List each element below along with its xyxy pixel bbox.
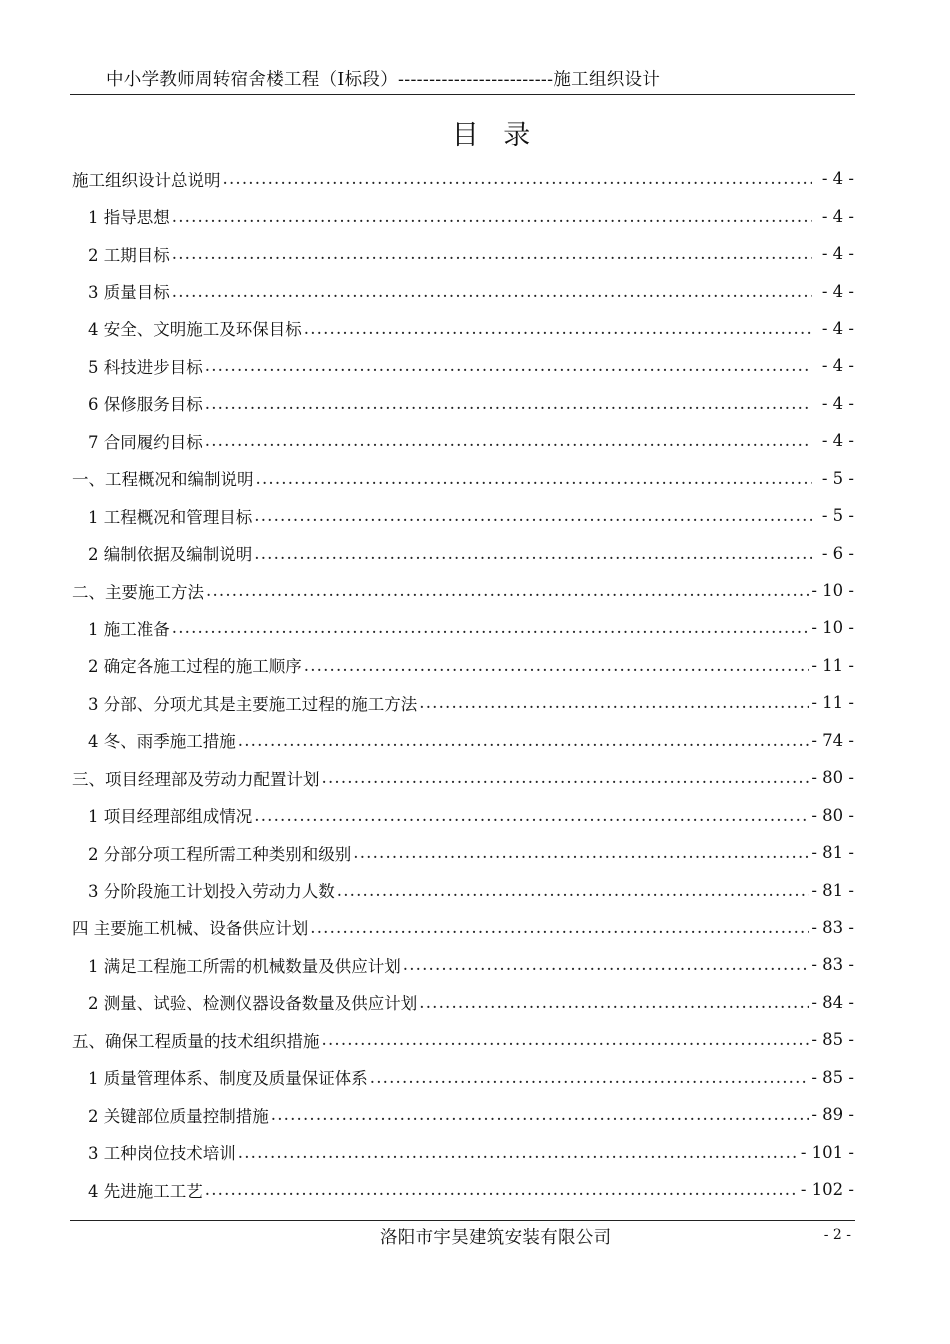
toc-dot-leader: [271, 1105, 810, 1124]
toc-dot-leader: [172, 282, 812, 301]
toc-entry-page-number: - 4 -: [821, 431, 854, 451]
toc-dot-leader: [223, 169, 813, 188]
toc-entry-label: 2 工期目标: [88, 245, 170, 265]
toc-entry-page-number: - 4 -: [821, 169, 854, 189]
toc-entry-page-number: - 80 -: [811, 805, 854, 825]
toc-entry[interactable]: [72, 1096, 854, 1133]
toc-entry[interactable]: [72, 385, 854, 422]
toc-entry[interactable]: [72, 272, 854, 309]
toc-entry-label: 2 编制依据及编制说明: [88, 545, 253, 565]
toc-dot-leader: [304, 656, 810, 675]
toc-dot-leader: [172, 207, 812, 226]
toc-entry-label: 2 分部分项工程所需工种类别和级别: [88, 844, 352, 864]
toc-entry-page-number: - 6 -: [821, 543, 854, 563]
toc-entry-page-number: - 4 -: [821, 356, 854, 376]
toc-dot-leader: [205, 394, 812, 413]
toc-entry[interactable]: [72, 1021, 854, 1058]
toc-dot-leader: [172, 618, 810, 637]
toc-entry-label: 1 项目经理部组成情况: [88, 807, 253, 827]
toc-dot-leader: [370, 1068, 810, 1087]
toc-entry[interactable]: [72, 609, 854, 646]
toc-entry[interactable]: [72, 1133, 854, 1170]
toc-dot-leader: [337, 881, 810, 900]
toc-entry[interactable]: [72, 497, 854, 534]
page-header: [70, 64, 855, 94]
toc-entry-label: 3 工种岗位技术培训: [88, 1144, 236, 1164]
toc-entry-page-number: - 101 -: [800, 1142, 854, 1162]
toc-entry-page-number: - 4 -: [821, 393, 854, 413]
toc-entry-label: 2 关键部位质量控制措施: [88, 1106, 269, 1126]
toc-entry[interactable]: [72, 572, 854, 609]
toc-entry-label: 1 满足工程施工所需的机械数量及供应计划: [88, 956, 401, 976]
toc-entry-page-number: - 83 -: [811, 917, 854, 937]
toc-entry-label: 4 安全、文明施工及环保目标: [88, 320, 302, 340]
toc-entry[interactable]: [72, 684, 854, 721]
toc-entry-label: 二、主要施工方法: [72, 582, 204, 602]
toc-dot-leader: [322, 1030, 810, 1049]
toc-entry-label: 2 测量、试验、检测仪器设备数量及供应计划: [88, 994, 418, 1014]
toc-entry[interactable]: [72, 796, 854, 833]
toc-entry[interactable]: [72, 310, 854, 347]
toc-entry-page-number: - 80 -: [811, 768, 854, 788]
toc-entry-page-number: - 83 -: [811, 955, 854, 975]
toc-dot-leader: [353, 843, 809, 862]
toc-entry-page-number: - 5 -: [821, 506, 854, 526]
toc-dot-leader: [238, 1143, 799, 1162]
toc-dot-leader: [322, 768, 810, 787]
toc-entry-page-number: - 74 -: [811, 730, 854, 750]
toc-dot-leader: [205, 431, 812, 450]
toc-entry-label: 3 质量目标: [88, 283, 170, 303]
toc-entry-label: 1 施工准备: [88, 619, 170, 639]
toc-entry-page-number: - 11 -: [811, 655, 854, 675]
toc-entry-label: 3 分部、分项尤其是主要施工过程的施工方法: [88, 694, 418, 714]
toc-entry-page-number: - 81 -: [811, 843, 854, 863]
toc-entry[interactable]: [72, 422, 854, 459]
toc-entry-label: 1 质量管理体系、制度及质量保证体系: [88, 1069, 368, 1089]
toc-entry[interactable]: [72, 871, 854, 908]
toc-dot-leader: [256, 469, 813, 488]
footer-page-number: - 2 -: [823, 1227, 851, 1243]
toc-entry-label: 3 分阶段施工计划投入劳动力人数: [88, 882, 335, 902]
toc-entry[interactable]: [72, 160, 854, 197]
toc-entry-label: 2 确定各施工过程的施工顺序: [88, 657, 302, 677]
toc-entry[interactable]: [72, 1171, 854, 1208]
toc-entry-page-number: - 85 -: [811, 1067, 854, 1087]
header-title: 中小学教师周转宿舍楼工程（Ⅰ标段）-------------------------施工组织设计: [106, 70, 661, 90]
footer-divider: [70, 1220, 855, 1221]
toc-entry-label: 7 合同履约目标: [88, 432, 203, 452]
toc-dot-leader: [403, 955, 810, 974]
toc-dot-leader: [304, 319, 812, 338]
toc-entry[interactable]: [72, 347, 854, 384]
toc-entry-page-number: - 10 -: [811, 618, 854, 638]
toc-dot-leader: [205, 356, 812, 375]
toc-entry[interactable]: [72, 946, 854, 983]
toc-entry[interactable]: [72, 722, 854, 759]
toc-entry-page-number: - 4 -: [821, 318, 854, 338]
toc-title: 目 录: [451, 120, 539, 151]
toc-entry-page-number: - 10 -: [811, 581, 854, 601]
toc-entry-page-number: - 4 -: [821, 244, 854, 264]
toc-entry-label: 三、项目经理部及劳动力配置计划: [72, 769, 320, 789]
toc-entry-page-number: - 11 -: [811, 693, 854, 713]
toc-entry-label: 五、确保工程质量的技术组织措施: [72, 1031, 320, 1051]
toc-entry-label: 一、工程概况和编制说明: [72, 470, 254, 490]
toc-entry-label: 施工组织设计总说明: [72, 170, 221, 190]
toc-entry[interactable]: [72, 534, 854, 571]
toc-dot-leader: [205, 1180, 799, 1199]
page-footer: [70, 1220, 855, 1250]
footer-company-name: 洛阳市宇昊建筑安装有限公司: [380, 1228, 612, 1248]
toc-entry[interactable]: [72, 909, 854, 946]
toc-entry-page-number: - 102 -: [800, 1180, 854, 1200]
toc-entry-page-number: - 89 -: [811, 1105, 854, 1125]
toc-entry[interactable]: [72, 1059, 854, 1096]
toc-dot-leader: [254, 506, 812, 525]
toc-entry-page-number: - 85 -: [811, 1030, 854, 1050]
toc-entry[interactable]: [72, 759, 854, 796]
toc-entry[interactable]: [72, 460, 854, 497]
toc-entry-label: 4 先进施工工艺: [88, 1181, 203, 1201]
toc-dot-leader: [206, 581, 809, 600]
toc-dot-leader: [419, 693, 809, 712]
toc-entry-page-number: - 5 -: [821, 468, 854, 488]
toc-dot-leader: [254, 544, 812, 563]
toc-entry-label: 1 指导思想: [88, 208, 170, 228]
toc-entry-label: 6 保修服务目标: [88, 395, 203, 415]
toc-entry-page-number: - 84 -: [811, 992, 854, 1012]
toc-entry[interactable]: [72, 647, 854, 684]
table-of-contents: [72, 160, 854, 1208]
toc-dot-leader: [254, 806, 809, 825]
toc-entry-label: 1 工程概况和管理目标: [88, 507, 253, 527]
toc-entry-label: 4 冬、雨季施工措施: [88, 732, 236, 752]
toc-dot-leader: [310, 918, 809, 937]
toc-entry-page-number: - 4 -: [821, 206, 854, 226]
toc-dot-leader: [419, 993, 809, 1012]
toc-entry[interactable]: [72, 235, 854, 272]
toc-entry-page-number: - 4 -: [821, 281, 854, 301]
toc-entry[interactable]: [72, 834, 854, 871]
header-divider: [70, 94, 855, 95]
toc-dot-leader: [238, 731, 810, 750]
toc-entry[interactable]: [72, 984, 854, 1021]
toc-entry-label: 5 科技进步目标: [88, 357, 203, 377]
toc-entry-page-number: - 81 -: [811, 880, 854, 900]
toc-dot-leader: [172, 244, 812, 263]
toc-entry[interactable]: [72, 197, 854, 234]
toc-entry-label: 四 主要施工机械、设备供应计划: [72, 919, 309, 939]
